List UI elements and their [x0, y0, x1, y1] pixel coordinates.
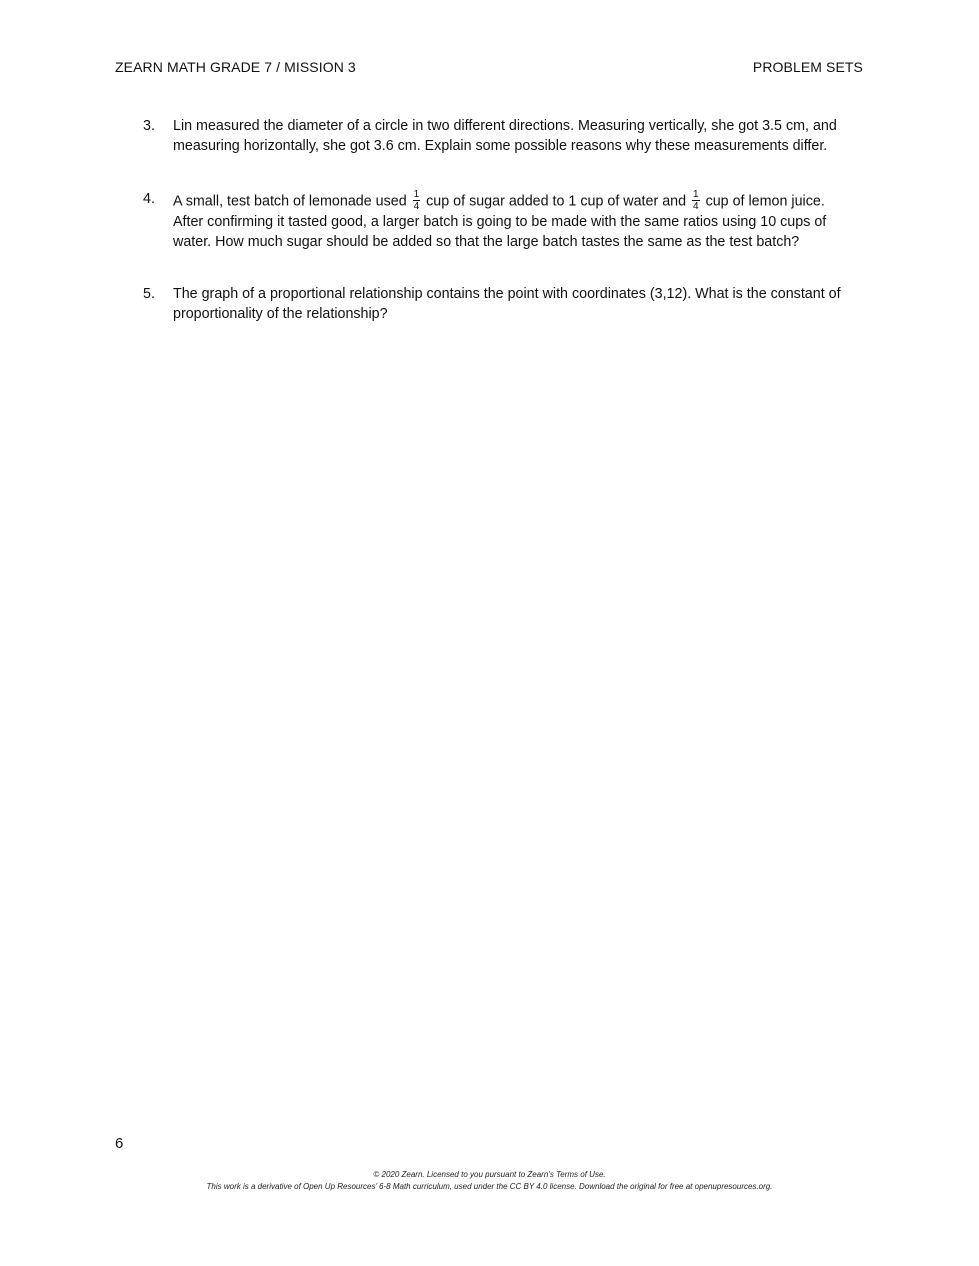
fraction-denominator: 4 — [693, 201, 699, 212]
header-title: ZEARN MATH GRADE 7 / MISSION 3 — [115, 59, 356, 75]
problem-text-part: cup of lemon juice. — [701, 193, 825, 210]
problem-4 — [143, 190, 863, 252]
fraction — [413, 189, 421, 212]
problem-text: The graph of a proportional relationship contains the point with coordinates (3,12). What is the constant of proportionality of the relationship? — [173, 286, 841, 322]
problem-text: Lin measured the diameter of a circle in two different directions. Measuring vertically, she got 3.5 cm, and measuring horizontally, she got 3.6 cm. Explain some possible reasons why these measurements differ. — [173, 118, 837, 154]
page-number: 6 — [115, 1135, 124, 1152]
fraction-denominator: 4 — [413, 201, 420, 212]
problem-text-part: cup of sugar added to 1 cup of water and — [422, 193, 691, 210]
fraction — [692, 189, 700, 212]
problem-5 — [143, 285, 863, 324]
problem-number: 5. — [143, 286, 155, 302]
problem-3 — [143, 117, 863, 156]
problem-text-part: A small, test batch of lemonade used — [173, 193, 411, 210]
problem-number: 3. — [143, 118, 155, 134]
problem-number: 4. — [143, 191, 155, 207]
footer-copyright: © 2020 Zearn. Licensed to you pursuant to Zearn’s Terms of Use. — [373, 1170, 606, 1179]
footer-license: This work is a derivative of Open Up Resources’ 6-8 Math curriculum, used under the CC BY 4.0 license. Download the original for free at openupresources.org. — [206, 1182, 773, 1191]
footer — [0, 1169, 979, 1193]
problem-text-line2: After confirming it tasted good, a larger batch is going to be made with the same ratios using 10 cups of water. How much sugar should be added so that the large batch tastes the same as the test batch? — [173, 214, 827, 250]
problem-text-line1 — [173, 190, 863, 213]
fraction-numerator: 1 — [693, 189, 699, 200]
fraction-numerator: 1 — [413, 189, 420, 200]
header-section: PROBLEM SETS — [752, 59, 863, 75]
